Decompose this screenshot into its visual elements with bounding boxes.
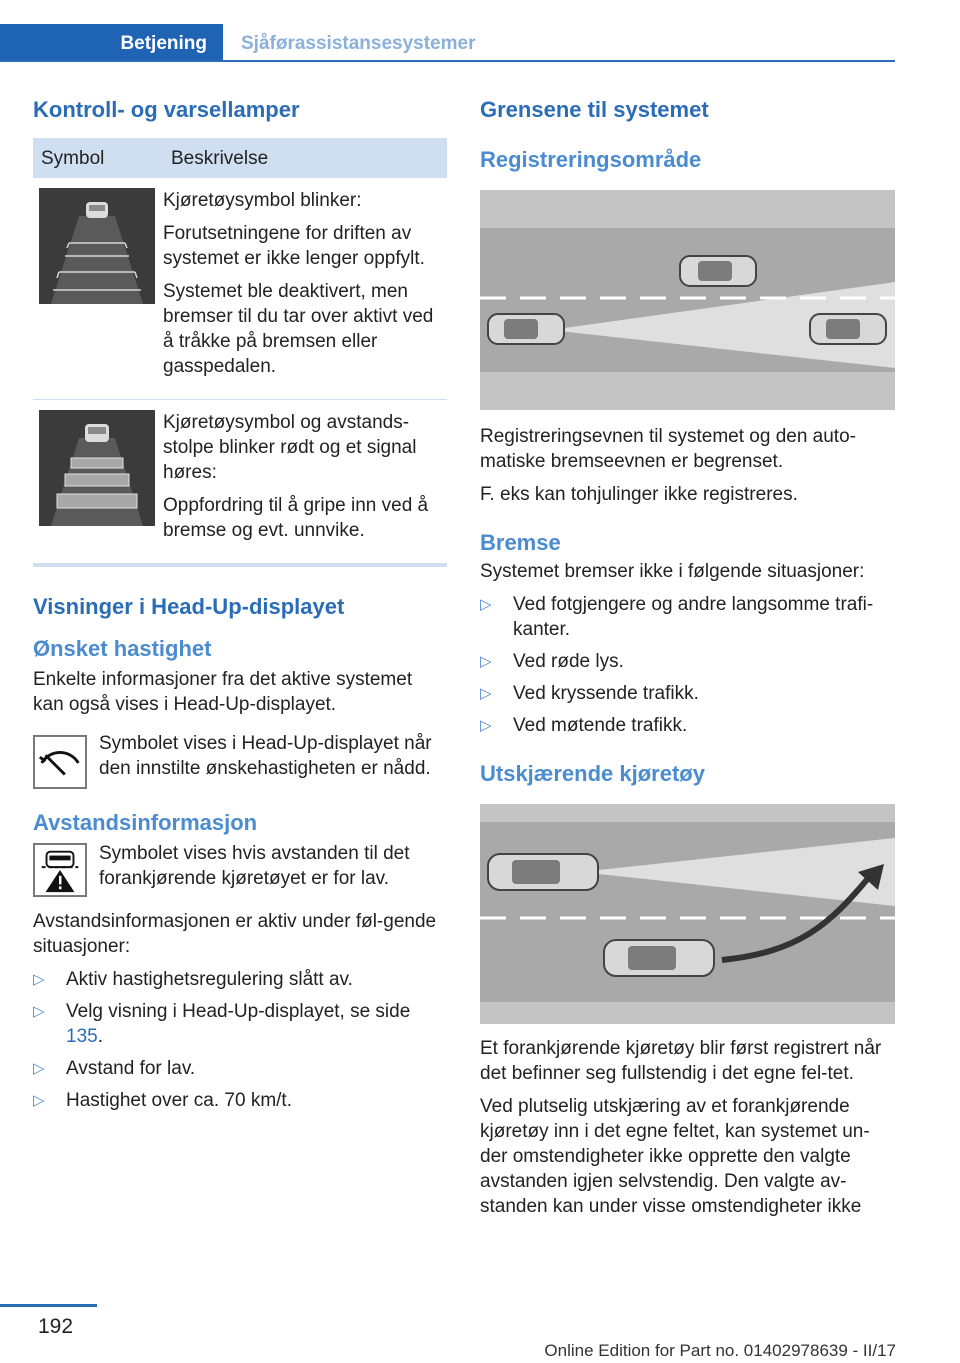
- list-item-text: Ved møtende trafikk.: [513, 715, 688, 736]
- paragraph: Et forankjørende kjøretøy blir først registrert når det befinner seg fullstendig i det egne fel-tet.: [480, 1038, 882, 1084]
- description-line: Forutsetningene for driften av systemet er ikke lenger oppfylt.: [163, 223, 425, 269]
- subsection-title-bremse: Bremse: [480, 530, 561, 555]
- list-item: [33, 967, 447, 992]
- paragraph: Enkelte informasjoner fra det aktive systemet kan også vises i Head-Up-displayet.: [33, 669, 413, 715]
- list-item-text: Hastighet over ca. 70 km/t.: [66, 1090, 292, 1111]
- icon-description: Symbolet vises i Head-Up-displayet når den innstilte ønskehastigheten er nådd.: [99, 733, 432, 779]
- list-item: [33, 1056, 447, 1081]
- list-item: [33, 999, 447, 1049]
- table-header-symbol: Symbol: [33, 138, 163, 178]
- triangle-bullet-icon: ▷: [480, 653, 492, 670]
- table-header-description: Beskrivelse: [163, 138, 447, 178]
- detection-range-illustration: [480, 190, 895, 410]
- paragraph: Systemet bremser ikke i følgende situasjoner:: [480, 561, 865, 582]
- list-item-text: Avstand for lav.: [66, 1058, 196, 1079]
- description-line: Systemet ble deaktivert, men bremser til du tar over aktivt ved å tråkke på bremsen eller gasspedalen.: [163, 281, 434, 377]
- paragraph: Registreringsevnen til systemet og den auto-matiske bremseevnen er begrenset.: [480, 426, 856, 472]
- paragraph: Avstandsinformasjonen er aktiv under føl-gende situasjoner:: [33, 911, 437, 957]
- list-item: [480, 649, 895, 674]
- brake-exception-list: [480, 592, 895, 738]
- list-item-text: Aktiv hastighetsregulering slått av.: [66, 969, 353, 990]
- car-icon: [680, 256, 756, 286]
- edition-label: Online Edition for Part no. 01402978639 - II/17: [544, 1341, 896, 1360]
- tab-sjaforassistansesystemer[interactable]: Sjåførassistansesystemer: [241, 32, 476, 54]
- symbol-cell: [33, 178, 163, 400]
- description-line: Kjøretøysymbol blinker:: [163, 190, 362, 211]
- left-column: [33, 96, 447, 1120]
- icon-row: [33, 731, 447, 789]
- description-line: Kjøretøysymbol og avstands-stolpe blinker rødt og et signal høres:: [163, 412, 417, 483]
- situation-list: [33, 967, 447, 1113]
- cutting-out-vehicle-illustration: [480, 804, 895, 1024]
- list-item: [480, 681, 895, 706]
- table-bottom-rule: [33, 563, 447, 567]
- section-title-head-up: Visninger i Head-Up-displayet: [33, 594, 345, 619]
- icon-row: [33, 841, 447, 899]
- list-item-text: Ved røde lys.: [513, 651, 624, 672]
- right-column: [480, 96, 895, 1227]
- section-title-kontroll: Kontroll- og varsellamper: [33, 97, 300, 122]
- paragraph: Ved plutselig utskjæring av et forankjørende kjøretøy inn i det egne feltet, kan systemet un-der omstendigheter ikke opprette den valgte avstanden igjen selvstendig. Den valgte av-standen kan under visse omstendigheter ikke: [480, 1096, 870, 1217]
- header-divider: [0, 60, 895, 62]
- triangle-bullet-icon: ▷: [480, 717, 492, 734]
- description-line: Oppfordring til å gripe inn ved å bremse og evt. unnvike.: [163, 495, 429, 541]
- section-title-grensene: Grensene til systemet: [480, 97, 709, 122]
- symbol-cell: [33, 400, 163, 564]
- tab-betjening[interactable]: Betjening: [0, 24, 223, 62]
- icon-description: Symbolet vises hvis avstanden til det forankjørende kjøretøyet er for lav.: [99, 843, 410, 889]
- description-cell: [163, 400, 447, 564]
- table-row: [33, 178, 447, 400]
- list-item: [480, 713, 895, 738]
- subsection-title-onsket-hastighet: Ønsket hastighet: [33, 636, 212, 661]
- triangle-bullet-icon: ▷: [33, 1060, 45, 1077]
- list-item: [480, 592, 895, 642]
- list-item-text: Ved fotgjengere og andre langsomme trafi-kanter.: [513, 594, 874, 640]
- paragraph: F. eks kan tohjulinger ikke registreres.: [480, 484, 798, 505]
- list-item-text: [66, 999, 447, 1049]
- vehicle-distance-bar-icon: [39, 410, 155, 526]
- triangle-bullet-icon: ▷: [33, 1092, 45, 1109]
- page-number: 192: [38, 1315, 74, 1338]
- triangle-bullet-icon: ▷: [480, 596, 492, 613]
- list-item: [33, 1088, 447, 1113]
- list-item-text-part: .: [97, 1026, 103, 1047]
- symbol-table: [33, 138, 447, 563]
- vehicle-symbol-blinking-icon: [39, 188, 155, 304]
- table-row: [33, 400, 447, 564]
- subsection-title-utskjaerende: Utskjærende kjøretøy: [480, 761, 705, 786]
- list-item-text: Ved kryssende trafikk.: [513, 683, 699, 704]
- subsection-title-registreringsomrade: Registreringsområde: [480, 147, 702, 172]
- triangle-bullet-icon: ▷: [33, 971, 45, 988]
- description-cell: [163, 178, 447, 400]
- distance-warning-icon: [33, 843, 87, 897]
- footer-rule: [0, 1304, 97, 1307]
- page-header: [0, 0, 895, 62]
- triangle-bullet-icon: ▷: [480, 685, 492, 702]
- page-link[interactable]: 135: [66, 1026, 98, 1047]
- triangle-bullet-icon: ▷: [33, 1003, 45, 1020]
- list-item-text-part: Velg visning i Head-Up-displayet, se side: [66, 1001, 411, 1022]
- speed-reached-icon: [33, 735, 87, 789]
- subsection-title-avstandsinformasjon: Avstandsinformasjon: [33, 810, 258, 835]
